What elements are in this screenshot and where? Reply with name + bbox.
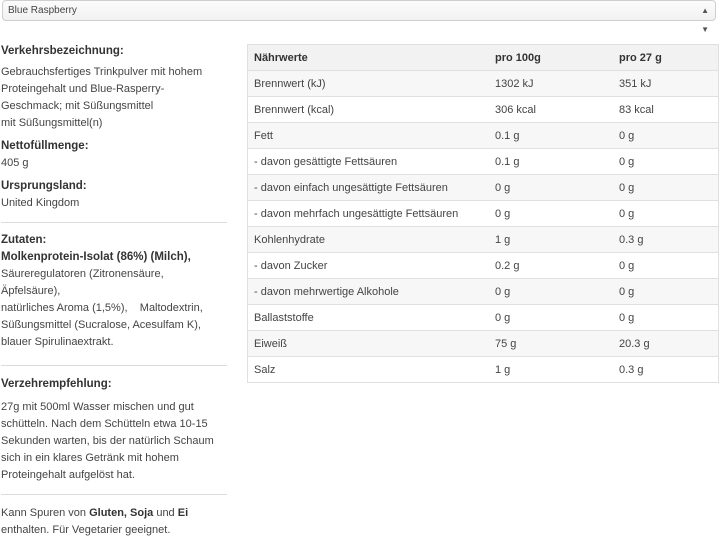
table-row — [248, 305, 719, 331]
table-row — [248, 253, 719, 279]
value-portion: 0 g — [613, 175, 719, 201]
designation-line: Proteingehalt und Blue-Rasperry- — [1, 83, 165, 95]
table-row — [248, 149, 719, 175]
nutrient-name: Kohlenhydrate — [248, 227, 490, 253]
allergen-1: Gluten, Soja — [89, 507, 154, 519]
value-100g: 75 g — [489, 331, 613, 357]
table-row — [248, 71, 719, 97]
allergen-mid: und — [153, 507, 178, 519]
ingredients-main: Molkenprotein-Isolat (86%) (Milch), — [1, 251, 191, 263]
variant-select-value: Blue Raspberry — [8, 5, 77, 16]
origin-value: United Kingdom — [1, 197, 80, 209]
nutrition-table — [247, 44, 719, 383]
value-100g: 1302 kJ — [489, 71, 613, 97]
nutrient-name: - davon Zucker — [248, 253, 490, 279]
value-portion: 20.3 g — [613, 331, 719, 357]
value-portion: 0 g — [613, 279, 719, 305]
usage-line: 27g mit 500ml Wasser mischen und gut — [1, 401, 194, 413]
value-100g: 0 g — [489, 279, 613, 305]
value-portion: 0.3 g — [613, 357, 719, 383]
value-100g: 0.2 g — [489, 253, 613, 279]
allergen-pre: Kann Spuren von — [1, 507, 90, 519]
allergen-2: Ei — [177, 507, 189, 519]
product-info — [1, 43, 227, 539]
nutrient-name: - davon einfach ungesättigte Fettsäuren — [248, 175, 490, 201]
nutrient-name: Salz — [248, 357, 490, 383]
value-portion: 0 g — [613, 201, 719, 227]
usage-line: Proteingehalt aufgelöst hat. — [1, 469, 135, 481]
allergen-post: enthalten. Für Vegetarier geeignet. — [1, 524, 171, 536]
nutrient-name: - davon mehrwertige Alkohole — [248, 279, 490, 305]
table-row — [248, 357, 719, 383]
net-value: 405 g — [1, 157, 29, 169]
usage-line: sich in ein klares Getränk mit hohem — [1, 452, 179, 464]
table-row — [248, 97, 719, 123]
ingredients-line: Äpfelsäure), — [1, 285, 61, 297]
usage-label: Verzehrempfehlung: — [1, 378, 112, 390]
net-label: Nettofüllmenge: — [1, 140, 89, 152]
value-100g: 0 g — [489, 175, 613, 201]
designation-label: Verkehrsbezeichnung: — [1, 45, 124, 57]
designation-line: mit Süßungsmittel(n) — [1, 117, 103, 129]
nutrient-name: - davon gesättigte Fettsäuren — [248, 149, 490, 175]
value-100g: 0 g — [489, 201, 613, 227]
ingredients-line: natürliches Aroma (1,5%), Maltodextrin, — [1, 302, 203, 314]
value-portion: 351 kJ — [613, 71, 719, 97]
chevron-updown-icon: ▲ ▼ — [701, 6, 709, 34]
value-portion: 0 g — [613, 253, 719, 279]
table-row — [248, 227, 719, 253]
value-100g: 1 g — [489, 357, 613, 383]
nutrient-name: Brennwert (kJ) — [248, 71, 490, 97]
table-row — [248, 279, 719, 305]
value-portion: 83 kcal — [613, 97, 719, 123]
ingredients-label: Zutaten: — [1, 234, 47, 246]
nutrient-name: - davon mehrfach ungesättigte Fettsäuren — [248, 201, 490, 227]
divider — [1, 494, 227, 495]
nutrient-name: Ballaststoffe — [248, 305, 490, 331]
variant-select[interactable] — [2, 0, 716, 34]
table-header-row — [248, 45, 719, 71]
value-portion: 0.3 g — [613, 227, 719, 253]
designation-line: Gebrauchsfertiges Trinkpulver mit hohem — [1, 66, 203, 78]
usage-line: schütteln. Nach dem Schütteln etwa 10-15 — [1, 418, 208, 430]
table-row — [248, 331, 719, 357]
ingredients-line: Süßungsmittel (Sucralose, Acesulfam K), — [1, 319, 201, 331]
designation-line: Geschmack; mit Süßungsmittel — [1, 100, 154, 112]
header-nutrient: Nährwerte — [248, 45, 490, 71]
value-100g: 0.1 g — [489, 149, 613, 175]
divider — [1, 365, 227, 366]
value-100g: 0.1 g — [489, 123, 613, 149]
value-100g: 306 kcal — [489, 97, 613, 123]
nutrient-name: Fett — [248, 123, 490, 149]
nutrient-name: Eiweiß — [248, 331, 490, 357]
value-portion: 0 g — [613, 305, 719, 331]
header-per-100g: pro 100g — [489, 45, 613, 71]
table-row — [248, 175, 719, 201]
usage-line: Sekunden warten, bis der natürlich Schaum — [1, 435, 214, 447]
origin-label: Ursprungsland: — [1, 180, 87, 192]
ingredients-line: blauer Spirulinaextrakt. — [1, 336, 114, 348]
divider — [1, 222, 227, 223]
value-100g: 1 g — [489, 227, 613, 253]
header-per-portion: pro 27 g — [613, 45, 719, 71]
value-100g: 0 g — [489, 305, 613, 331]
table-row — [248, 201, 719, 227]
value-portion: 0 g — [613, 149, 719, 175]
allergen-note — [1, 505, 227, 522]
value-portion: 0 g — [613, 123, 719, 149]
table-row — [248, 123, 719, 149]
nutrient-name: Brennwert (kcal) — [248, 97, 490, 123]
ingredients-line: Säureregulatoren (Zitronensäure, — [1, 268, 164, 280]
